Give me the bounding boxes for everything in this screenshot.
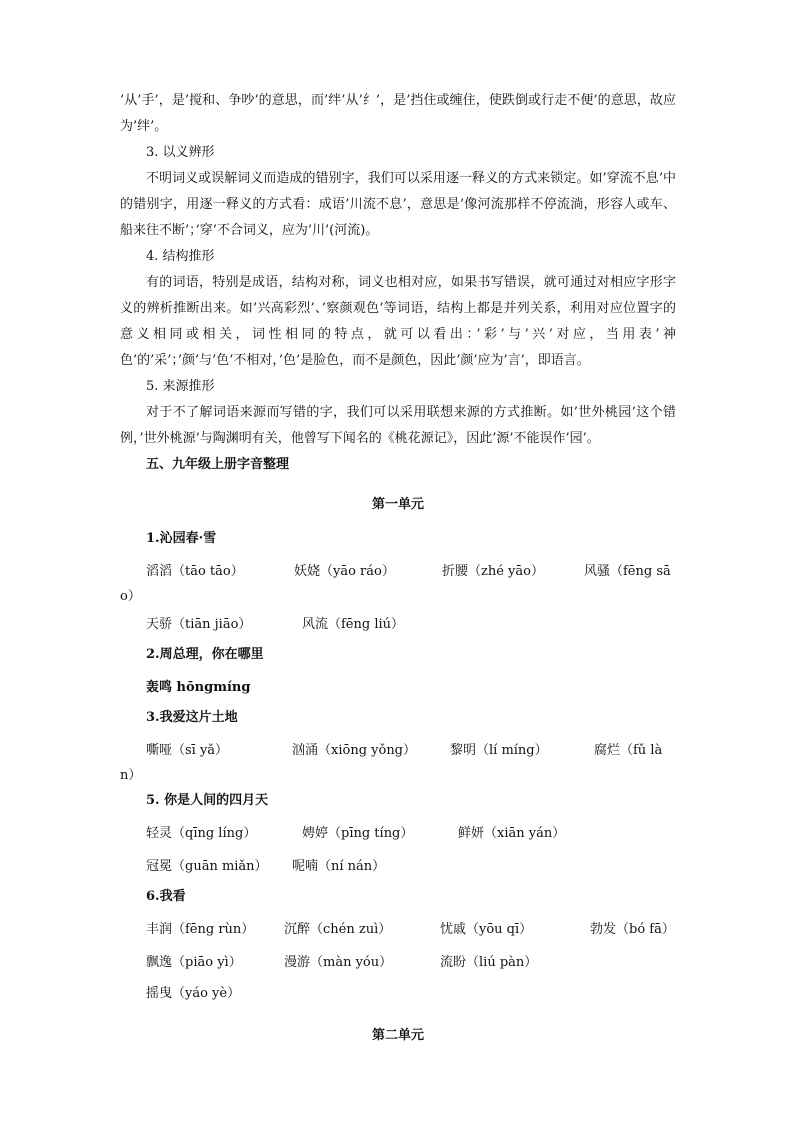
word-item: 忧戚（yōu qī）	[440, 922, 533, 937]
unit-1-title: 第一单元	[371, 497, 424, 512]
word-item: 妖娆（yāo ráo）	[294, 564, 395, 579]
word-item: 折腰（zhé yāo）	[442, 564, 544, 579]
word-item: 冠冕（guān miǎn）	[146, 859, 268, 874]
word-item: 丰润（fēng rùn）	[146, 922, 255, 937]
lesson-6-words-row-2	[120, 947, 676, 1009]
word-item: 鲜妍（xiān yán）	[458, 826, 566, 841]
lesson-2-word: 轰鸣 hōngmíng	[146, 680, 251, 695]
word-item: 飘逸（piāo yì）	[146, 955, 242, 970]
paragraph-5: 对于不了解词语来源而写错的字，我们可以采用联想来源的方式推断。如’世外桃园’这个错例，’世外桃源’与陶渊明有关，他曾写下闻名的《桃花源记》，因此’源’不能误作’园’。	[120, 405, 676, 446]
word-item: 娉婷（pīng tíng）	[302, 826, 414, 841]
word-item: 流盼（liú pàn）	[440, 955, 538, 970]
word-item: 轻灵（qīng líng）	[146, 826, 257, 841]
lesson-3-words-row-1	[120, 735, 676, 786]
lesson-5-words-row-2	[120, 851, 676, 882]
heading-4: 4. 结构推形	[146, 249, 215, 264]
heading-3: 3. 以义辨形	[146, 145, 215, 160]
word-item: 腐烂（fǔ là	[594, 743, 663, 758]
word-item: 黎明（lí míng）	[450, 743, 548, 758]
paragraph-1: ’从’手’，是’搅和、争吵’的意思，而’绊’从’纟’，是’挡住或缠住，使跌倒或行走不便’的意思，故应为’绊’。	[120, 93, 676, 134]
word-item: 滔滔（tāo tāo）	[146, 564, 244, 579]
section-title: 五、九年级上册字音整理	[146, 457, 290, 472]
document-content	[120, 88, 676, 1057]
word-item: 嘶哑（sī yǎ）	[146, 743, 229, 758]
word-item: 风骚（fēng sā	[584, 564, 671, 579]
paragraph-4: 有的词语，特别是成语，结构对称，词义也相对应，如果书写错误，就可通过对相应字形字义的辨析推断出来。如’兴高彩烈’、’察颜观色’等词语，结构上都是并列关系，利用对应位置字的意义相同或相关，词性相同的特点，就可以看出：’彩’与’兴’对应，当用表’神色’的’采’；’颜’与’色’不相对，’色’是脸色，而不是颜色，因此’颜’应为’言’，即语言。	[120, 275, 676, 368]
unit-2-title: 第二单元	[371, 1028, 424, 1043]
word-item: 天骄（tiān jiāo）	[146, 617, 252, 632]
word-item-wrap: o）	[120, 589, 141, 604]
lesson-3-title: 3.我爱这片土地	[146, 710, 238, 725]
heading-5: 5. 来源推形	[146, 379, 215, 394]
word-item: 汹涌（xiōng yǒng）	[292, 743, 417, 758]
word-item-wrap: n）	[120, 768, 142, 783]
lesson-1-words-row-1	[120, 556, 676, 607]
lesson-1-title: 1.沁园春·雪	[146, 531, 217, 546]
lesson-2-title: 2.周总理，你在哪里	[146, 647, 264, 662]
word-item: 漫游（màn yóu）	[284, 955, 393, 970]
lesson-6-title: 6.我看	[146, 889, 186, 904]
word-item: 勃发（bó fā）	[590, 922, 675, 937]
paragraph-3: 不明词义或误解词义而造成的错别字，我们可以采用逐一释义的方式来锁定。如’穿流不息’中的错别字，用逐一释义的方式看：成语’川流不息’，意思是’像河流那样不停流淌，形容人或车、船来往不断’；’穿’不合词义，应为’川’(河流)。	[120, 171, 676, 238]
lesson-1-words-row-2	[120, 609, 676, 640]
word-item: 沉醉（chén zuì）	[284, 922, 392, 937]
lesson-6-words-row-1	[120, 914, 676, 945]
word-item: 风流（fēng liú）	[302, 617, 405, 632]
word-item: 呢喃（ní nán）	[292, 859, 386, 874]
word-item: 摇曳（yáo yè）	[146, 986, 241, 1001]
lesson-5-title: 5. 你是人间的四月天	[146, 793, 269, 808]
lesson-5-words-row-1	[120, 818, 676, 849]
